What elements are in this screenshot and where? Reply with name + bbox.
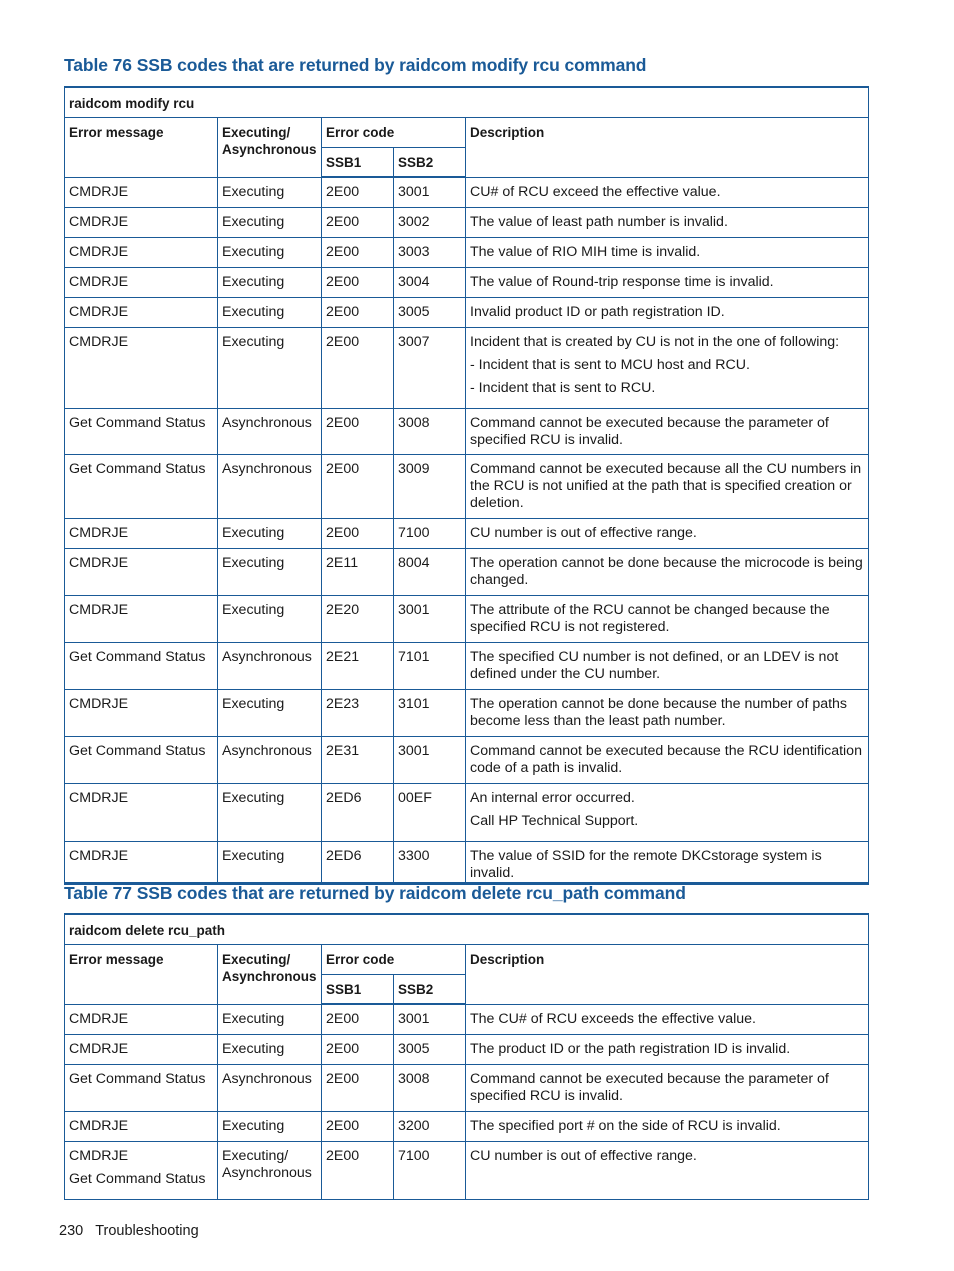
ssb1-cell-text: 2E23	[326, 695, 360, 712]
description-cell-text: CU number is out of effective range.	[470, 1147, 697, 1164]
ssb2-cell	[394, 1004, 466, 1034]
ssb2-cell	[394, 1111, 466, 1141]
table-row	[65, 454, 869, 518]
executing-cell-text: Executing	[222, 601, 285, 618]
ssb1-cell-text: 2E20	[326, 601, 360, 618]
description-cell-text: An internal error occurred.	[470, 789, 635, 806]
command-header: raidcom delete rcu_path	[65, 914, 869, 944]
ssb2-cell	[394, 1064, 466, 1111]
ssb1-cell-text: 2ED6	[326, 789, 362, 806]
ssb1-cell	[322, 237, 394, 267]
table-row	[65, 841, 869, 883]
ssb1-cell-text: 2E21	[326, 648, 360, 665]
executing-cell	[218, 297, 322, 327]
executing-cell	[218, 177, 322, 207]
executing-cell	[218, 1064, 322, 1111]
page-footer	[59, 1223, 199, 1239]
executing-cell	[218, 841, 322, 883]
ssb2-cell	[394, 783, 466, 841]
ssb1-cell-text: 2E00	[326, 1040, 360, 1057]
error-message-cell-text: CMDRJE	[69, 524, 129, 541]
error-message-cell-text: CMDRJE	[69, 789, 129, 806]
error-message-cell	[65, 1004, 218, 1034]
ssb1-cell-text: 2E31	[326, 742, 360, 759]
executing-cell	[218, 327, 322, 408]
table-row	[65, 642, 869, 689]
description-cell	[466, 1064, 869, 1111]
ssb1-cell-text: 2E00	[326, 1147, 360, 1164]
error-message-cell	[65, 548, 218, 595]
error-message-cell	[65, 595, 218, 642]
error-message-cell-text: CMDRJE	[69, 303, 129, 320]
executing-cell-text: Executing	[222, 1117, 285, 1134]
ssb2-cell	[394, 237, 466, 267]
ssb1-cell	[322, 177, 394, 207]
error-message-cell-text: CMDRJE	[69, 1117, 129, 1134]
ssb2-cell-text: 3005	[398, 303, 430, 320]
error-message-cell	[65, 1034, 218, 1064]
header-error-code: Error code	[322, 944, 466, 974]
ssb2-cell-text: 3001	[398, 601, 430, 618]
ssb2-cell-text: 3008	[398, 1070, 430, 1087]
description-cell	[466, 1111, 869, 1141]
error-message-cell	[65, 408, 218, 454]
error-message-cell	[65, 642, 218, 689]
description-cell-text: The operation cannot be done because the number of paths become less than the least path number.	[470, 695, 848, 729]
executing-cell	[218, 267, 322, 297]
ssb2-cell	[394, 642, 466, 689]
error-message-cell	[65, 207, 218, 237]
ssb2-cell-text: 3009	[398, 460, 430, 477]
executing-cell-text: Executing	[222, 333, 285, 350]
ssb1-cell-text: 2E00	[326, 524, 360, 541]
error-message-cell-text: Get Command Status	[69, 648, 206, 665]
table-row	[65, 783, 869, 841]
description-cell-text: The specified CU number is not defined, or an LDEV is not defined under the CU number.	[470, 648, 839, 682]
ssb2-cell-text: 3300	[398, 847, 430, 864]
description-cell-text: The value of Round-trip response time is invalid.	[470, 273, 774, 290]
table-76	[64, 86, 869, 885]
description-cell	[466, 841, 869, 883]
error-message-cell-text: CMDRJE	[69, 601, 129, 618]
executing-cell	[218, 642, 322, 689]
ssb2-cell-text: 3001	[398, 184, 430, 200]
ssb2-cell-text: 3008	[398, 414, 430, 431]
ssb1-cell	[322, 736, 394, 783]
executing-cell-text: Executing/ Asynchronous	[222, 1147, 312, 1181]
ssb2-cell	[394, 736, 466, 783]
executing-cell-text: Asynchronous	[222, 414, 312, 431]
error-message-cell-text: CMDRJE	[69, 554, 129, 571]
executing-cell-text: Executing	[222, 847, 285, 864]
error-message-cell-text: CMDRJE	[69, 213, 129, 230]
description-cell	[466, 408, 869, 454]
ssb1-cell-text: 2E00	[326, 414, 360, 431]
error-message-cell	[65, 1064, 218, 1111]
header-error-message: Error message	[65, 117, 218, 177]
header-ssb1: SSB1	[322, 974, 394, 1004]
ssb2-cell-text: 00EF	[398, 789, 432, 806]
ssb1-cell-text: 2ED6	[326, 847, 362, 864]
ssb2-cell-text: 3002	[398, 213, 430, 230]
executing-cell-text: Executing	[222, 695, 285, 712]
ssb1-cell	[322, 595, 394, 642]
executing-cell-text: Asynchronous	[222, 460, 312, 477]
executing-cell	[218, 595, 322, 642]
ssb1-cell-text: 2E11	[326, 554, 359, 571]
executing-cell-text: Executing	[222, 183, 285, 200]
ssb2-cell-text: 3004	[398, 273, 430, 290]
header-ssb1: SSB1	[322, 147, 394, 177]
ssb2-cell	[394, 518, 466, 548]
ssb1-cell	[322, 1141, 394, 1199]
error-message-cell-text: CMDRJE	[69, 847, 129, 864]
ssb2-cell	[394, 595, 466, 642]
description-cell-text: CU number is out of effective range.	[470, 524, 697, 541]
description-cell-text: The CU# of RCU exceeds the effective value.	[470, 1010, 756, 1027]
description-cell-text: Command cannot be executed because the RCU identification code of a path is invalid.	[470, 742, 862, 776]
ssb1-cell	[322, 1004, 394, 1034]
ssb1-cell	[322, 1034, 394, 1064]
description-cell-line3: - Incident that is sent to RCU.	[470, 379, 656, 396]
description-cell-text: The value of SSID for the remote DKCstorage system is invalid.	[470, 847, 822, 881]
description-cell	[466, 207, 869, 237]
ssb2-cell	[394, 267, 466, 297]
ssb2-cell	[394, 689, 466, 736]
executing-cell-text: Executing	[222, 524, 285, 541]
description-cell-text: The product ID or the path registration ID is invalid.	[470, 1040, 791, 1057]
description-cell	[466, 177, 869, 207]
ssb1-cell	[322, 518, 394, 548]
executing-cell-text: Asynchronous	[222, 742, 312, 759]
ssb2-cell	[394, 548, 466, 595]
error-message-cell	[65, 297, 218, 327]
executing-cell	[218, 783, 322, 841]
executing-cell-text: Executing	[222, 213, 285, 230]
ssb1-cell	[322, 327, 394, 408]
executing-cell	[218, 689, 322, 736]
table-row	[65, 207, 869, 237]
ssb1-cell-text: 2E00	[326, 1011, 360, 1027]
description-cell-text: Command cannot be executed because the parameter of specified RCU is invalid.	[470, 1070, 829, 1104]
description-cell	[466, 1034, 869, 1064]
description-cell-text: The value of least path number is invalid.	[470, 213, 728, 230]
error-message-cell	[65, 736, 218, 783]
ssb1-cell	[322, 454, 394, 518]
error-message-cell-text: CMDRJE	[69, 1040, 129, 1057]
description-cell	[466, 1004, 869, 1034]
executing-cell	[218, 408, 322, 454]
error-message-cell	[65, 783, 218, 841]
executing-cell	[218, 237, 322, 267]
ssb2-cell-text: 3200	[398, 1117, 430, 1134]
table-row	[65, 237, 869, 267]
ssb1-cell	[322, 1111, 394, 1141]
error-message-cell-line2: Get Command Status	[69, 1170, 206, 1187]
description-cell-text: The attribute of the RCU cannot be changed because the specified RCU is not registered.	[470, 601, 830, 635]
ssb2-cell	[394, 207, 466, 237]
table-row	[65, 1064, 869, 1111]
header-executing: Executing/ Asynchronous	[218, 944, 322, 1004]
table-row	[65, 1034, 869, 1064]
header-ssb2: SSB2	[394, 974, 466, 1004]
table-row	[65, 408, 869, 454]
ssb2-cell-text: 7100	[398, 1147, 430, 1164]
table-row	[65, 1141, 869, 1199]
error-message-cell	[65, 454, 218, 518]
header-error-code: Error code	[322, 117, 466, 147]
executing-cell	[218, 736, 322, 783]
ssb1-cell	[322, 548, 394, 595]
executing-cell	[218, 1034, 322, 1064]
description-cell	[466, 297, 869, 327]
executing-cell-text: Executing	[222, 1040, 285, 1057]
table-row	[65, 1004, 869, 1034]
error-message-cell-text: CMDRJE	[69, 1010, 129, 1027]
table-76-caption: Table 76 SSB codes that are returned by raidcom modify rcu command	[64, 55, 647, 75]
table-row	[65, 267, 869, 297]
header-description: Description	[466, 117, 869, 177]
ssb1-cell-text: 2E00	[326, 460, 360, 477]
error-message-cell	[65, 267, 218, 297]
error-message-cell	[65, 1141, 218, 1199]
ssb2-cell-text: 3101	[398, 695, 430, 712]
description-cell-text: Command cannot be executed because the parameter of specified RCU is invalid.	[470, 414, 829, 448]
table-77	[64, 913, 869, 1200]
executing-cell-text: Executing	[222, 789, 285, 806]
description-cell-text: The value of RIO MIH time is invalid.	[470, 243, 701, 260]
table-row	[65, 177, 869, 207]
description-cell	[466, 454, 869, 518]
error-message-cell	[65, 177, 218, 207]
ssb1-cell	[322, 297, 394, 327]
description-cell-text: The specified port # on the side of RCU is invalid.	[470, 1117, 781, 1134]
ssb1-cell-text: 2E00	[326, 333, 360, 350]
table-row	[65, 297, 869, 327]
ssb1-cell-text: 2E00	[326, 1117, 360, 1134]
table-row	[65, 518, 869, 548]
executing-cell-text: Executing	[222, 554, 285, 571]
page-number: 230	[59, 1223, 84, 1239]
error-message-cell-text: CMDRJE	[69, 695, 129, 712]
ssb2-cell-text: 8004	[398, 554, 430, 571]
ssb2-cell	[394, 408, 466, 454]
ssb1-cell	[322, 408, 394, 454]
command-header: raidcom modify rcu	[65, 87, 869, 117]
ssb1-cell-text: 2E00	[326, 243, 360, 260]
description-cell	[466, 689, 869, 736]
table-row	[65, 595, 869, 642]
executing-cell	[218, 518, 322, 548]
ssb1-cell-text: 2E00	[326, 184, 360, 200]
description-cell	[466, 783, 869, 841]
description-cell	[466, 1141, 869, 1199]
ssb1-cell	[322, 642, 394, 689]
ssb2-cell-text: 3001	[398, 742, 430, 759]
error-message-cell-text: CMDRJE	[69, 273, 129, 290]
table-row	[65, 327, 869, 408]
ssb1-cell	[322, 207, 394, 237]
header-ssb2: SSB2	[394, 147, 466, 177]
error-message-cell-text: Get Command Status	[69, 1070, 206, 1087]
executing-cell-text: Executing	[222, 303, 285, 320]
executing-cell	[218, 1111, 322, 1141]
description-cell	[466, 267, 869, 297]
table-row	[65, 1111, 869, 1141]
ssb2-cell	[394, 454, 466, 518]
table-77-caption: Table 77 SSB codes that are returned by raidcom delete rcu_path command	[64, 883, 686, 903]
description-cell	[466, 237, 869, 267]
ssb2-cell-text: 3007	[398, 333, 430, 350]
description-cell-text: Invalid product ID or path registration ID.	[470, 303, 725, 320]
error-message-cell	[65, 841, 218, 883]
ssb2-cell-text: 7101	[398, 648, 430, 665]
ssb2-cell	[394, 177, 466, 207]
ssb2-cell	[394, 841, 466, 883]
section-name: Troubleshooting	[95, 1223, 199, 1239]
error-message-cell	[65, 689, 218, 736]
error-message-cell	[65, 1111, 218, 1141]
ssb2-cell-text: 7100	[398, 524, 430, 541]
description-cell	[466, 595, 869, 642]
description-cell	[466, 548, 869, 595]
error-message-cell	[65, 327, 218, 408]
error-message-cell-text: Get Command Status	[69, 742, 206, 759]
description-cell-line2: - Incident that is sent to MCU host and RCU.	[470, 356, 750, 373]
executing-cell	[218, 1141, 322, 1199]
executing-cell	[218, 1004, 322, 1034]
description-cell	[466, 518, 869, 548]
error-message-cell-text: CMDRJE	[69, 1147, 129, 1164]
error-message-cell-text: CMDRJE	[69, 243, 129, 260]
ssb1-cell	[322, 841, 394, 883]
ssb1-cell-text: 2E00	[326, 303, 360, 320]
description-cell-text: Command cannot be executed because all the CU numbers in the RCU is not unified at the path that is specified creation or deletion.	[470, 460, 862, 511]
table-row	[65, 548, 869, 595]
executing-cell	[218, 454, 322, 518]
error-message-cell-text: Get Command Status	[69, 460, 206, 477]
table-row	[65, 736, 869, 783]
ssb2-cell	[394, 1141, 466, 1199]
ssb2-cell-text: 3001	[398, 1011, 430, 1027]
header-error-message: Error message	[65, 944, 218, 1004]
ssb2-cell-text: 3005	[398, 1040, 430, 1057]
table-row	[65, 689, 869, 736]
executing-cell-text: Executing	[222, 1010, 285, 1027]
ssb1-cell-text: 2E00	[326, 273, 360, 290]
ssb1-cell	[322, 689, 394, 736]
description-cell-text: Incident that is created by CU is not in the one of following:	[470, 333, 840, 350]
description-cell	[466, 736, 869, 783]
description-cell-text: CU# of RCU exceed the effective value.	[470, 183, 721, 200]
ssb2-cell-text: 3003	[398, 243, 430, 260]
executing-cell	[218, 548, 322, 595]
executing-cell-text: Asynchronous	[222, 648, 312, 665]
error-message-cell	[65, 237, 218, 267]
ssb1-cell	[322, 1064, 394, 1111]
description-cell-text: The operation cannot be done because the microcode is being changed.	[470, 554, 863, 588]
error-message-cell-text: CMDRJE	[69, 183, 129, 200]
error-message-cell	[65, 518, 218, 548]
executing-cell	[218, 207, 322, 237]
description-cell	[466, 327, 869, 408]
ssb2-cell	[394, 327, 466, 408]
executing-cell-text: Asynchronous	[222, 1070, 312, 1087]
executing-cell-text: Executing	[222, 243, 285, 260]
description-cell-line2: Call HP Technical Support.	[470, 812, 639, 829]
header-executing: Executing/ Asynchronous	[218, 117, 322, 177]
ssb2-cell	[394, 297, 466, 327]
ssb2-cell	[394, 1034, 466, 1064]
ssb1-cell	[322, 267, 394, 297]
description-cell	[466, 642, 869, 689]
error-message-cell-text: CMDRJE	[69, 333, 129, 350]
ssb1-cell	[322, 783, 394, 841]
header-description: Description	[466, 944, 869, 1004]
ssb1-cell-text: 2E00	[326, 1070, 360, 1087]
ssb1-cell-text: 2E00	[326, 213, 360, 230]
executing-cell-text: Executing	[222, 273, 285, 290]
error-message-cell-text: Get Command Status	[69, 414, 206, 431]
